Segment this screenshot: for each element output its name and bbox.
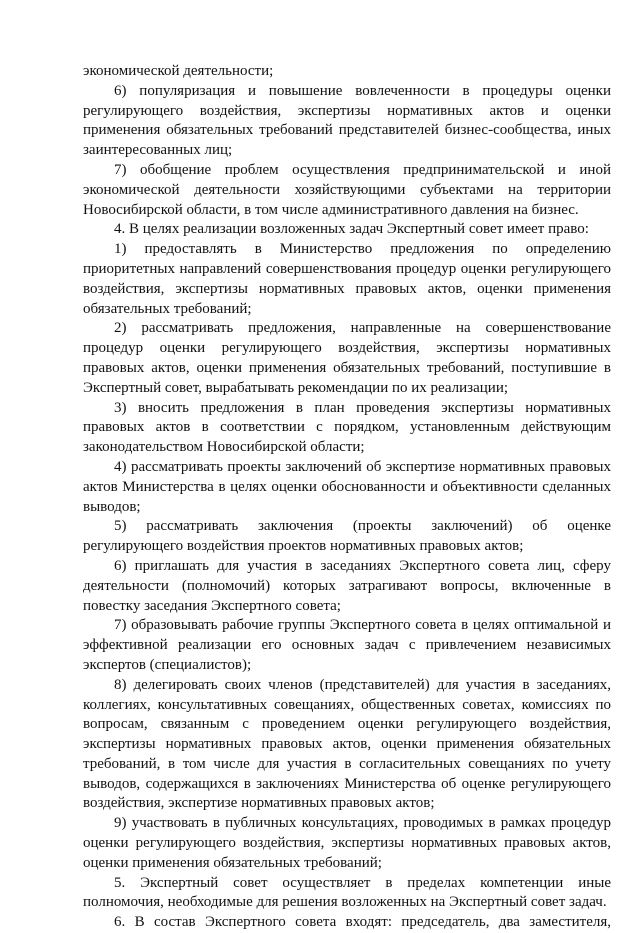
paragraph-4: 4. В целях реализации возложенных задач Экспертный совет имеет право: <box>114 221 589 238</box>
paragraph-11: 7) образовывать рабочие группы Экспертного совета в целях оптимальной и эффективной реализации его основных задач с привлечением независимых экспертов (специалистов); <box>83 617 611 673</box>
document-page <box>83 62 611 933</box>
paragraph-2: 6) популяризация и повышение вовлеченности в процедуры оценки регулирующего воздействия, экспертизы нормативных актов и оценки применения обязательных требований представителей бизнес-сообщества, иных заинтересованных лиц; <box>83 82 611 159</box>
paragraph-12: 8) делегировать своих членов (представителей) для участия в заседаниях, коллегиях, консультативных совещаниях, общественных советах, комиссиях по вопросам, связанным с проведением оценки регулирующего воздействия, экспертизы нормативных правовых актов, оценки применения обязательных требований, в том числе для участия в согласительных совещаниях по учету выводов, содержащихся в заключениях Министерства об оценке регулирующего воздействия, экспертизе нормативных правовых актов; <box>83 676 611 812</box>
paragraph-15: 6. В состав Экспертного совета входят: председатель, два заместителя, <box>114 914 611 931</box>
paragraph-3: 7) обобщение проблем осуществления предпринимательской и иной экономической деятельности хозяйствующими субъектами на территории Новосибирской области, в том числе административного давления на бизнес. <box>83 161 611 218</box>
paragraph-14: 5. Экспертный совет осуществляет в пределах компетенции иные полномочия, необходимые для решения возложенных на Экспертный совет задач. <box>83 874 611 911</box>
paragraph-5: 1) предоставлять в Министерство предложения по определению приоритетных направлений совершенствования процедур оценки регулирующего воздействия, экспертизы нормативных правовых актов, оценки применения обязательных требований; <box>83 241 611 317</box>
paragraph-8: 4) рассматривать проекты заключений об экспертизе нормативных правовых актов Министерства в целях оценки обоснованности и объективности сделанных выводов; <box>83 458 611 515</box>
paragraph-10: 6) приглашать для участия в заседаниях Экспертного совета лиц, сферу деятельности (полномочий) которых затрагивают вопросы, включенные в повестку заседания Экспертного совета; <box>83 557 611 614</box>
paragraph-13: 9) участвовать в публичных консультациях, проводимых в рамках процедур оценки регулирующего воздействия, экспертизы нормативных правовых актов, оценки применения обязательных требований; <box>83 815 611 871</box>
paragraph-6: 2) рассматривать предложения, направленные на совершенствование процедур оценки регулирующего воздействия, экспертизы нормативных правовых актов, оценки применения обязательных требований, поступившие в Экспертный совет, вырабатывать рекомендации по их реализации; <box>83 320 611 396</box>
paragraph-7: 3) вносить предложения в план проведения экспертизы нормативных правовых актов в соответствии с порядком, установленным действующим законодательством Новосибирской области; <box>83 399 611 456</box>
paragraph-9: 5) рассматривать заключения (проекты заключений) об оценке регулирующего воздействия проектов нормативных правовых актов; <box>83 518 611 555</box>
paragraph-1: экономической деятельности; <box>83 63 274 79</box>
